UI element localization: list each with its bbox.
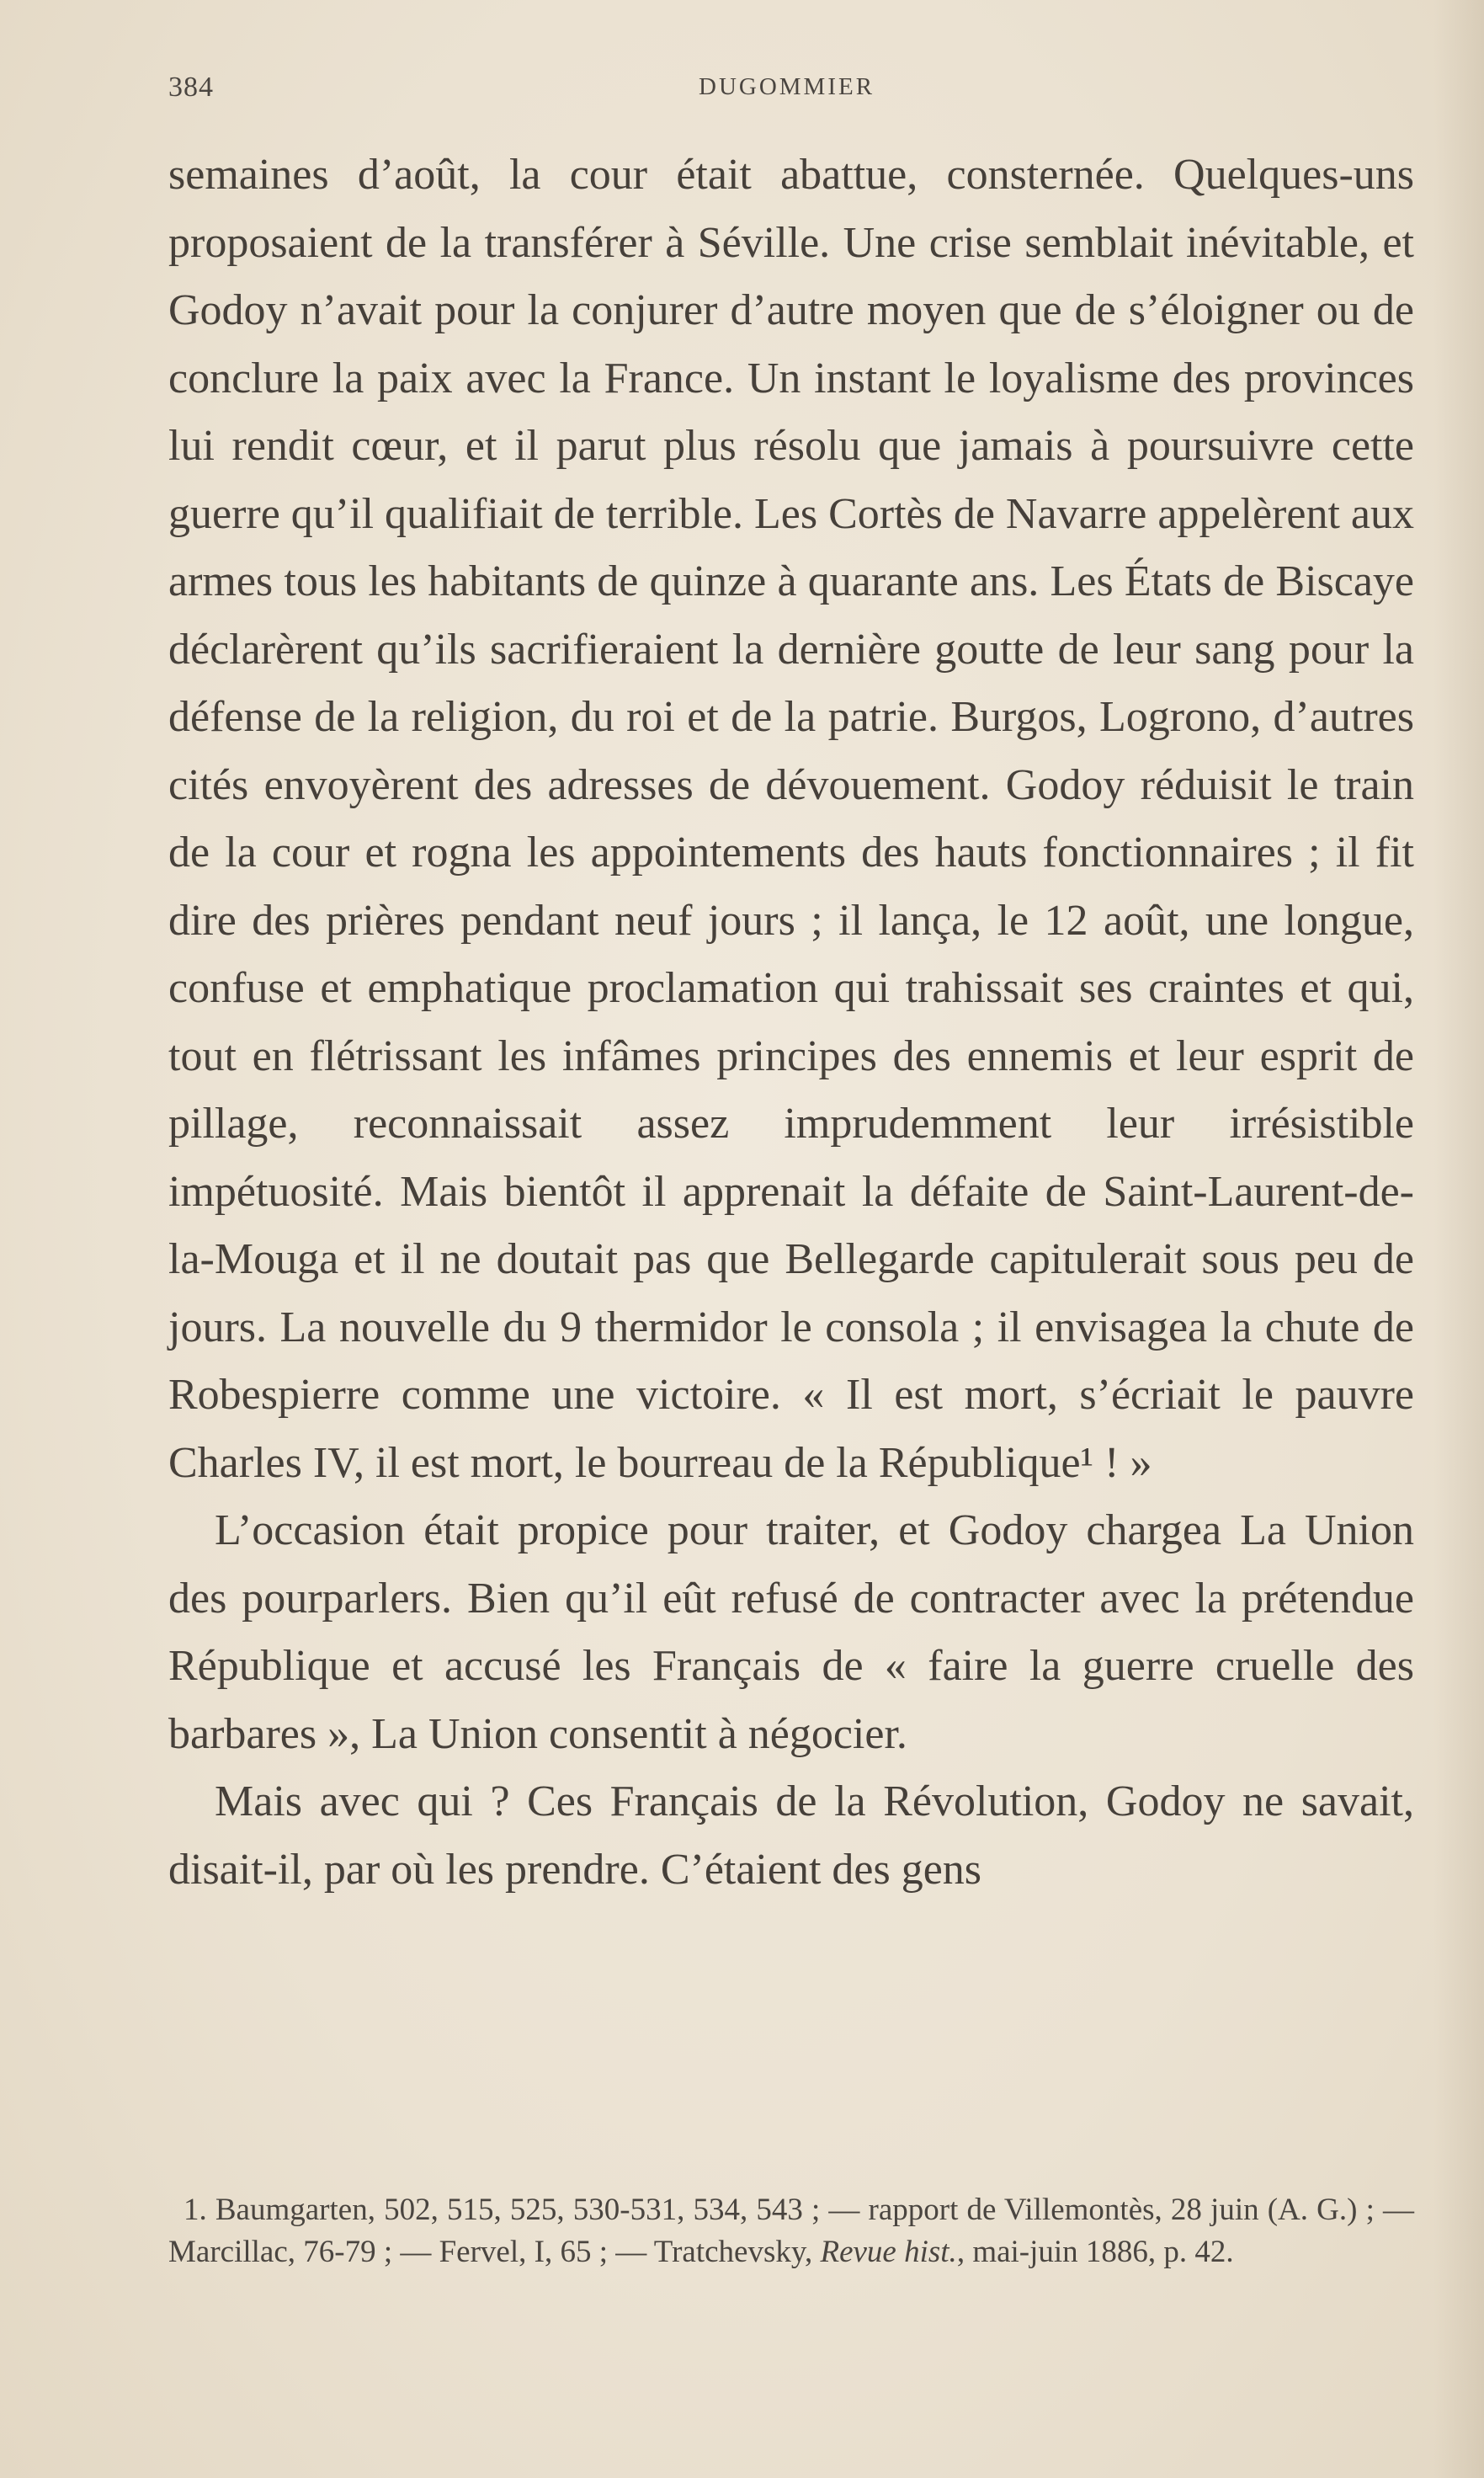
page-edge-shadow (1433, 0, 1484, 2478)
footnote-tail: , mai-juin 1886, p. 42. (956, 2235, 1234, 2269)
paragraph: L’occasion était propice pour traiter, et Godoy chargea La Union des pourparlers. Bien qu’il eût refusé de contracter avec la prétendue République et accusé les Français de « faire la guerre cruelle des barbares », La Union consentit à négocier. (168, 1506, 1414, 1758)
footnotes (168, 2189, 1414, 2273)
page-number: 384 (168, 72, 214, 103)
footnote-text: 1. Baumgarten, 502, 515, 525, 530-531, 534, 543 ; — rapport de Villemontès, 28 juin (A. G.) ; — Marcillac, 76-79 ; — Fervel, I, 65 ; — Tratchevsky, (168, 2193, 1414, 2269)
body-text (168, 141, 1414, 1904)
running-title: DUGOMMIER (699, 73, 875, 100)
footnote-journal-title: Revue hist. (820, 2235, 957, 2269)
footnote (168, 2189, 1414, 2273)
paragraph: Mais avec qui ? Ces Français de la Révolution, Godoy ne savait, disait-il, par où les prendre. C’étaient des gens (168, 1777, 1414, 1894)
page-header (168, 72, 1414, 114)
paragraph: semaines d’août, la cour était abattue, consternée. Quelques-uns proposaient de la transférer à Séville. Une crise semblait inévitable, et Godoy n’avait pour la conjurer d’autre moyen que de s’éloigner ou de conclure la paix avec la France. Un instant le loyalisme des provinces lui rendit cœur, et il parut plus résolu que jamais à poursuivre cette guerre qu’il qualifiait de terrible. Les Cortès de Navarre appelèrent aux armes tous les habitants de quinze à quarante ans. Les États de Biscaye déclarèrent qu’ils sacrifieraient la dernière goutte de leur sang pour la défense de la religion, du roi et de la patrie. Burgos, Logrono, d’autres cités envoyèrent des adresses de dévouement. Godoy réduisit le train de la cour et rogna les appointements des hauts fonctionnaires ; il fit dire des prières pendant neuf jours ; il lança, le 12 août, une longue, confuse et emphatique proclamation qui trahissait ses craintes et qui, tout en flétrissant les infâmes principes des ennemis et leur esprit de pillage, reconnaissait assez imprudemment leur irrésistible impétuosité. Mais bientôt il apprenait la défaite de Saint-Laurent-de-la-Mouga et il ne doutait pas que Bellegarde capitulerait sous peu de jours. La nouvelle du 9 thermidor le consola ; il envisagea la chute de Robespierre comme une victoire. « Il est mort, s’écriait le pauvre Charles IV, il est mort, le bourreau de la République¹ ! » (168, 151, 1414, 1487)
